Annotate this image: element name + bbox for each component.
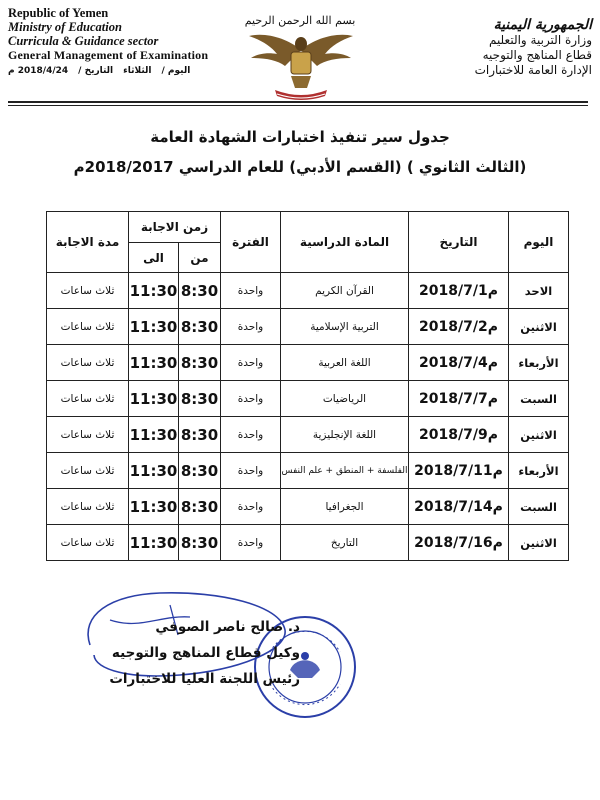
header-duration: مدة الاجابة: [47, 212, 129, 273]
day-label: اليوم /: [161, 66, 191, 76]
cell-subject: التاريخ: [281, 525, 409, 561]
cell-duration: ثلاث ساعات: [47, 489, 129, 525]
cell-duration: ثلاث ساعات: [47, 345, 129, 381]
cell-period: واحدة: [221, 525, 281, 561]
cell-from: 8:30: [179, 273, 221, 309]
yemen-eagle-emblem-icon: [247, 28, 355, 100]
cell-subject: اللغة العربية: [281, 345, 409, 381]
cell-day: الاحد: [509, 273, 569, 309]
cell-day: الأربعاء: [509, 345, 569, 381]
signatory-title-1: وكيل قطاع المناهج والتوجيه: [111, 645, 300, 661]
header-period: الفترة: [221, 212, 281, 273]
cell-date: 2018/7/11م: [409, 453, 509, 489]
cell-period: واحدة: [221, 381, 281, 417]
signatory-title-2: رئيس اللجنة العليا للاختبارات: [109, 671, 300, 687]
cell-subject: الرياضيات: [281, 381, 409, 417]
header-answer-time: زمن الاجابة: [129, 212, 221, 243]
basmala: بسم الله الرحمن الرحيم: [244, 14, 356, 27]
cell-day: الأربعاء: [509, 453, 569, 489]
header-to: الى: [129, 243, 179, 273]
cell-from: 8:30: [179, 453, 221, 489]
cell-to: 11:30: [129, 489, 179, 525]
cell-date: 2018/7/2م: [409, 309, 509, 345]
header-date-line: [8, 64, 240, 78]
date-value: 2018/4/24 م: [8, 66, 69, 76]
header-from: من: [179, 243, 221, 273]
header-ar-ministry: وزارة التربية والتعليم: [488, 33, 592, 47]
cell-duration: ثلاث ساعات: [47, 417, 129, 453]
header-en-management: General Management of Examination: [8, 48, 209, 62]
cell-duration: ثلاث ساعات: [47, 453, 129, 489]
table-row: [47, 489, 569, 525]
cell-duration: ثلاث ساعات: [47, 381, 129, 417]
header-date: التاريخ: [409, 212, 509, 273]
cell-from: 8:30: [179, 309, 221, 345]
table-row: [47, 453, 569, 489]
table-row: [47, 381, 569, 417]
document-subtitle: (الثالث الثانوي ) (القسم الأدبي) للعام الدراسي 2018/2017م: [73, 158, 527, 176]
cell-to: 11:30: [129, 381, 179, 417]
cell-to: 11:30: [129, 273, 179, 309]
exam-schedule-table: [46, 211, 569, 561]
date-label: التاريخ /: [78, 66, 114, 76]
cell-duration: ثلاث ساعات: [47, 309, 129, 345]
table-row: [47, 345, 569, 381]
cell-duration: ثلاث ساعات: [47, 273, 129, 309]
cell-date: 2018/7/4م: [409, 345, 509, 381]
header-ar-republic: الجمهورية اليمنية: [493, 17, 592, 33]
cell-day: السبت: [509, 381, 569, 417]
cell-date: 2018/7/7م: [409, 381, 509, 417]
header-en-ministry: Ministry of Education: [8, 20, 122, 34]
header-day: اليوم: [509, 212, 569, 273]
table-row: [47, 309, 569, 345]
cell-period: واحدة: [221, 345, 281, 381]
header-en-republic: Republic of Yemen: [8, 6, 109, 20]
header-divider-thick: [8, 101, 588, 103]
document-title: جدول سير تنفيذ اختبارات الشهادة العامة: [150, 128, 450, 146]
cell-from: 8:30: [179, 489, 221, 525]
cell-day: السبت: [509, 489, 569, 525]
header-ar-sector: قطاع المناهج والتوجيه: [482, 48, 592, 62]
cell-period: واحدة: [221, 273, 281, 309]
cell-from: 8:30: [179, 525, 221, 561]
header-subject: المادة الدراسية: [281, 212, 409, 273]
header-arabic: [402, 18, 592, 78]
cell-to: 11:30: [129, 525, 179, 561]
cell-from: 8:30: [179, 417, 221, 453]
day-value: الثلاثاء: [123, 66, 152, 76]
cell-period: واحدة: [221, 309, 281, 345]
cell-day: الاثنين: [509, 309, 569, 345]
cell-subject: الفلسفة + المنطق + علم النفس: [281, 453, 409, 489]
header-english: [8, 6, 248, 78]
cell-subject: القرآن الكريم: [281, 273, 409, 309]
cell-to: 11:30: [129, 453, 179, 489]
cell-to: 11:30: [129, 417, 179, 453]
cell-from: 8:30: [179, 345, 221, 381]
cell-period: واحدة: [221, 453, 281, 489]
header-en-sector: Curricula & Guidance sector: [8, 34, 159, 48]
cell-period: واحدة: [221, 489, 281, 525]
cell-day: الاثنين: [509, 417, 569, 453]
cell-to: 11:30: [129, 309, 179, 345]
cell-subject: الجغرافيا: [281, 489, 409, 525]
signature-block: [50, 614, 300, 692]
cell-date: 2018/7/1م: [409, 273, 509, 309]
cell-period: واحدة: [221, 417, 281, 453]
cell-duration: ثلاث ساعات: [47, 525, 129, 561]
table-row: [47, 525, 569, 561]
header-ar-management: الإدارة العامة للاختبارات: [474, 63, 592, 77]
cell-subject: التربية الإسلامية: [281, 309, 409, 345]
cell-day: الاثنين: [509, 525, 569, 561]
header-divider-thin: [8, 105, 588, 106]
cell-to: 11:30: [129, 345, 179, 381]
table-row: [47, 273, 569, 309]
cell-date: 2018/7/9م: [409, 417, 509, 453]
cell-date: 2018/7/14م: [409, 489, 509, 525]
cell-subject: اللغة الإنجليزية: [281, 417, 409, 453]
cell-date: 2018/7/16م: [409, 525, 509, 561]
signatory-name: د. صالح ناصر الصوفي: [155, 619, 300, 635]
cell-from: 8:30: [179, 381, 221, 417]
table-row: [47, 417, 569, 453]
